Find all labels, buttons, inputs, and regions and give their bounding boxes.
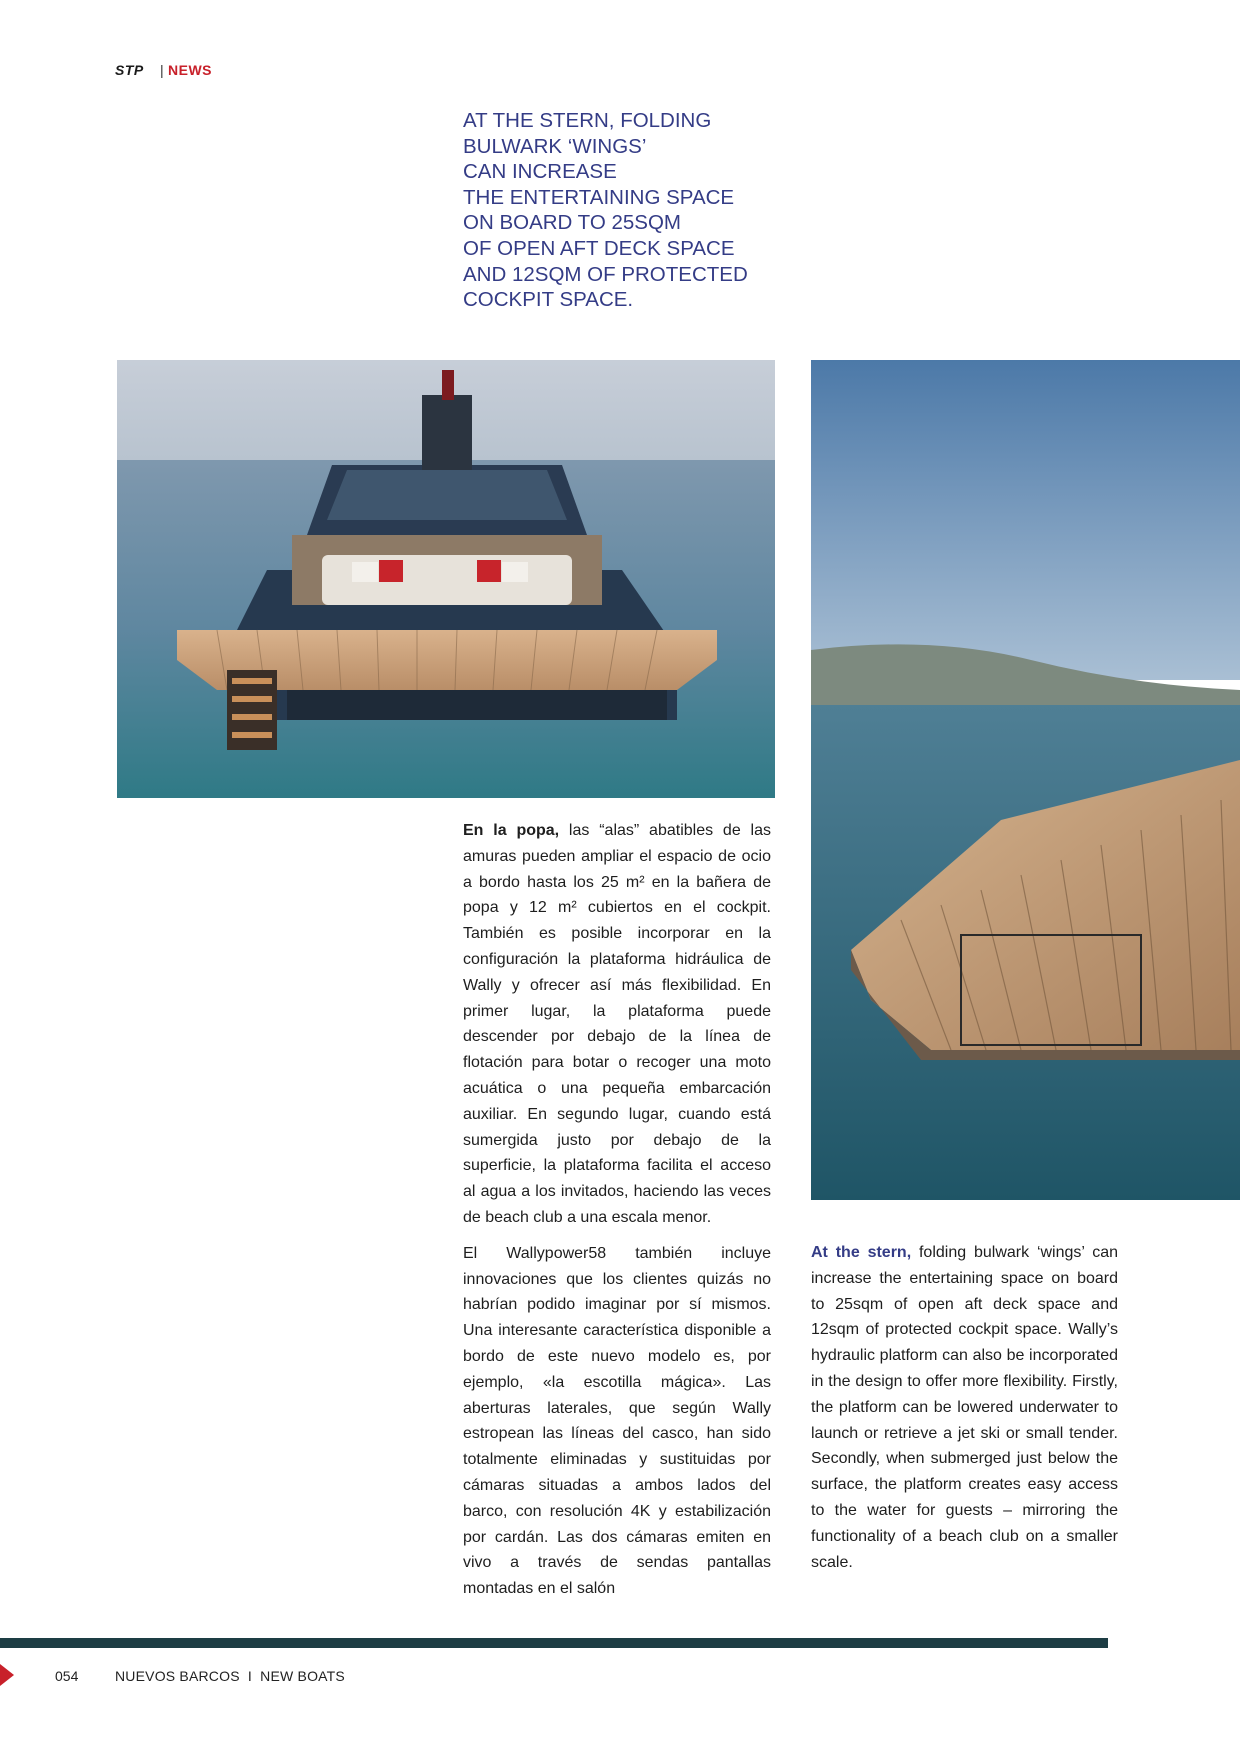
english-paragraph-1	[811, 1240, 1118, 1575]
spanish-paragraph-1	[463, 818, 771, 1231]
deck-wing-photo	[811, 360, 1240, 1200]
pull-quote-line: OF OPEN AFT DECK SPACE	[463, 236, 735, 260]
pull-quote-line: AT THE STERN, FOLDING	[463, 109, 712, 132]
magazine-logo: STP	[115, 62, 144, 78]
section-label: NEWS	[168, 62, 212, 78]
footer-bar	[0, 1638, 1108, 1648]
english-paragraph-1-text: folding bulwark ‘wings’ can increase the entertaining space on board to 25sqm of open aft deck space and 12sqm of protected cockpit space. Wally’s hydraulic platform can also be incorporated in the design to offer more flexibility. Firstly, the platform can be lowered underwater to launch or retrieve a jet ski or small tender. Secondly, when submerged just below the surface, the platform creates easy access to the water for guests – mirroring the functionality of a beach club on a smaller scale.	[811, 1244, 1119, 1571]
english-column	[811, 1240, 1118, 1585]
pull-quote-line: THE ENTERTAINING SPACE	[463, 185, 735, 209]
english-lead: At the stern,	[811, 1244, 912, 1261]
spanish-column	[463, 818, 771, 1612]
page-number: 054	[55, 1668, 79, 1684]
spanish-lead: En la popa,	[463, 822, 560, 839]
header-separator: |	[160, 62, 164, 78]
pull-quote-line: ON BOARD TO 25SQM	[463, 211, 681, 235]
yacht-stern-photo	[117, 360, 775, 798]
spanish-paragraph-1-text: las “alas” abatibles de las amuras pueden ampliar el espacio de ocio a bordo hasta los 25 m² en la bañera de popa y 12 m² cubiertos en el cockpit. También es posible incorporar en la configuración la plataforma hidráulica de Wally y ofrecer así más flexibilidad. En primer lugar, la plataforma puede descender por debajo de la línea de flotación para botar o recoger una moto acuática o una pequeña embarcación auxiliar. En segundo lugar, cuando está sumergida justo por debajo de la superficie, la plataforma facilita el acceso al agua a los invitados, haciendo las veces de beach club a una escala menor.	[463, 822, 772, 1226]
spanish-paragraph-2: El Wallypower58 también incluye innovaciones que los clientes quizás no habrían podido imaginar por sí mismos. Una interesante característica disponible a bordo de este nuevo modelo es, por ejemplo, «la escotilla mágica». Las aberturas laterales, que según Wally estropean las líneas del casco, han sido totalmente eliminadas y sustituidas por cámaras situadas a ambos lados del barco, con resolución 4K y estabilización por cardán. Las dos cámaras emiten en vivo a través de sendas pantallas montadas en el salón	[463, 1244, 771, 1598]
pull-quote-line: BULWARK ‘WINGS’	[463, 134, 647, 158]
footer-title: NUEVOS BARCOS I NEW BOATS	[115, 1668, 345, 1684]
page-arrow-icon	[0, 1664, 14, 1686]
pull-quote-line: AND 12SQM OF PROTECTED	[463, 262, 748, 286]
pull-quote	[463, 108, 793, 313]
pull-quote-line: COCKPIT SPACE.	[463, 288, 634, 312]
pull-quote-line: CAN INCREASE	[463, 160, 617, 184]
